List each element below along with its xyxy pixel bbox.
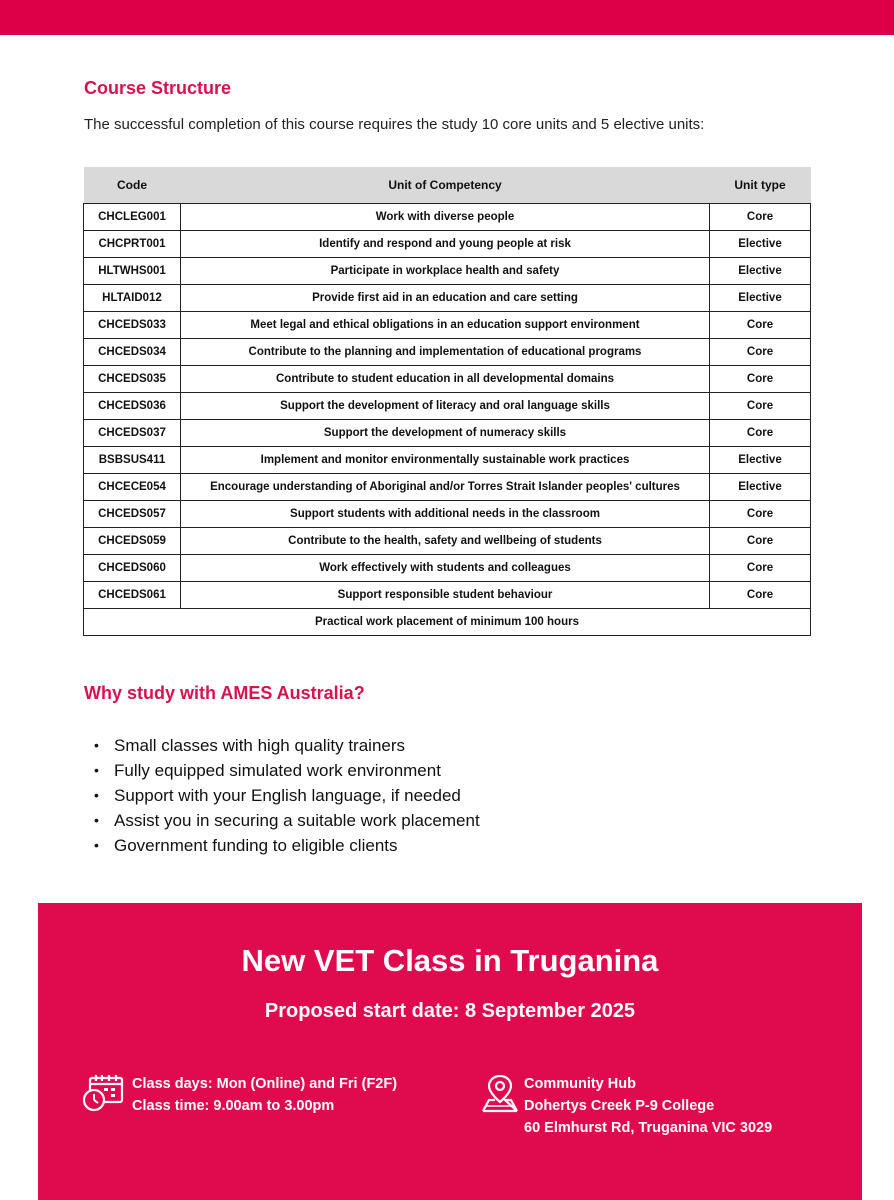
class-location (524, 1073, 772, 1139)
table-row (84, 393, 811, 420)
unit-code: CHCLEG001 (84, 204, 181, 231)
table-row (84, 582, 811, 609)
unit-type: Elective (710, 231, 811, 258)
location-address: 60 Elmhurst Rd, Truganina VIC 3029 (524, 1120, 773, 1136)
top-accent-bar (0, 0, 894, 35)
banner-start-date: Proposed start date: 8 September 2025 (264, 1000, 636, 1022)
unit-code: HLTAID012 (84, 285, 181, 312)
unit-code: CHCEDS059 (84, 528, 181, 555)
unit-name: Contribute to student education in all developmental domains (181, 366, 710, 393)
table-row (84, 555, 811, 582)
unit-type: Core (710, 366, 811, 393)
table-row (84, 528, 811, 555)
map-pin-icon (480, 1073, 520, 1113)
unit-type: Core (710, 204, 811, 231)
list-item: • Government funding to eligible clients (94, 833, 480, 858)
unit-type: Elective (710, 258, 811, 285)
unit-type: Elective (710, 447, 811, 474)
unit-name: Support responsible student behaviour (181, 582, 710, 609)
banner-title: New VET Class in Truganina (241, 943, 659, 978)
table-row (84, 339, 811, 366)
unit-code: CHCEDS035 (84, 366, 181, 393)
table-row (84, 501, 811, 528)
class-time: Class time: 9.00am to 3.00pm (132, 1098, 335, 1114)
table-row (84, 447, 811, 474)
unit-code: CHCPRT001 (84, 231, 181, 258)
list-item: • Support with your English language, if needed (94, 783, 480, 808)
unit-code: CHCEDS033 (84, 312, 181, 339)
unit-code: CHCEDS057 (84, 501, 181, 528)
units-table (83, 167, 811, 636)
unit-type: Core (710, 528, 811, 555)
table-row (84, 474, 811, 501)
placement-note: Practical work placement of minimum 100 hours (84, 609, 811, 636)
table-header-row (84, 167, 811, 204)
unit-type: Core (710, 555, 811, 582)
table-row (84, 231, 811, 258)
unit-code: CHCECE054 (84, 474, 181, 501)
table-footer-row (84, 609, 811, 636)
header-unit: Unit of Competency (181, 167, 710, 204)
unit-code: CHCEDS037 (84, 420, 181, 447)
unit-name: Provide first aid in an education and care setting (181, 285, 710, 312)
unit-name: Implement and monitor environmentally sustainable work practices (181, 447, 710, 474)
unit-code: CHCEDS060 (84, 555, 181, 582)
unit-type: Core (710, 312, 811, 339)
unit-name: Meet legal and ethical obligations in an education support environment (181, 312, 710, 339)
class-schedule (132, 1073, 397, 1117)
unit-type: Core (710, 339, 811, 366)
unit-code: CHCEDS036 (84, 393, 181, 420)
course-intro-text: The successful completion of this course requires the study 10 core units and 5 elective units: (84, 116, 705, 133)
table-row (84, 420, 811, 447)
unit-name: Encourage understanding of Aboriginal and/or Torres Strait Islander peoples' cultures (181, 474, 710, 501)
unit-type: Elective (710, 474, 811, 501)
why-study-list (94, 733, 480, 858)
unit-type: Core (710, 420, 811, 447)
unit-name: Work effectively with students and colleagues (181, 555, 710, 582)
class-days: Class days: Mon (Online) and Fri (F2F) (132, 1076, 398, 1092)
header-type: Unit type (710, 167, 811, 204)
unit-type: Core (710, 501, 811, 528)
unit-name: Support the development of numeracy skills (181, 420, 710, 447)
list-item: • Small classes with high quality trainers (94, 733, 480, 758)
unit-type: Core (710, 582, 811, 609)
unit-name: Contribute to the health, safety and wellbeing of students (181, 528, 710, 555)
unit-type: Elective (710, 285, 811, 312)
unit-name: Contribute to the planning and implementation of educational programs (181, 339, 710, 366)
why-study-heading: Why study with AMES Australia? (84, 683, 365, 703)
unit-name: Participate in workplace health and safety (181, 258, 710, 285)
location-venue: Community Hub (524, 1076, 636, 1092)
unit-code: CHCEDS034 (84, 339, 181, 366)
unit-name: Work with diverse people (181, 204, 710, 231)
unit-type: Core (710, 393, 811, 420)
table-row (84, 312, 811, 339)
course-structure-heading: Course Structure (84, 78, 232, 98)
calendar-clock-icon (82, 1073, 126, 1113)
table-row (84, 204, 811, 231)
class-banner (38, 903, 862, 1200)
header-code: Code (84, 167, 181, 204)
list-item: • Fully equipped simulated work environment (94, 758, 480, 783)
unit-code: CHCEDS061 (84, 582, 181, 609)
table-row (84, 366, 811, 393)
list-item: • Assist you in securing a suitable work placement (94, 808, 480, 833)
unit-code: BSBSUS411 (84, 447, 181, 474)
table-row (84, 258, 811, 285)
unit-name: Identify and respond and young people at risk (181, 231, 710, 258)
location-school: Dohertys Creek P-9 College (524, 1098, 715, 1114)
unit-name: Support students with additional needs in the classroom (181, 501, 710, 528)
unit-name: Support the development of literacy and oral language skills (181, 393, 710, 420)
unit-code: HLTWHS001 (84, 258, 181, 285)
table-row (84, 285, 811, 312)
